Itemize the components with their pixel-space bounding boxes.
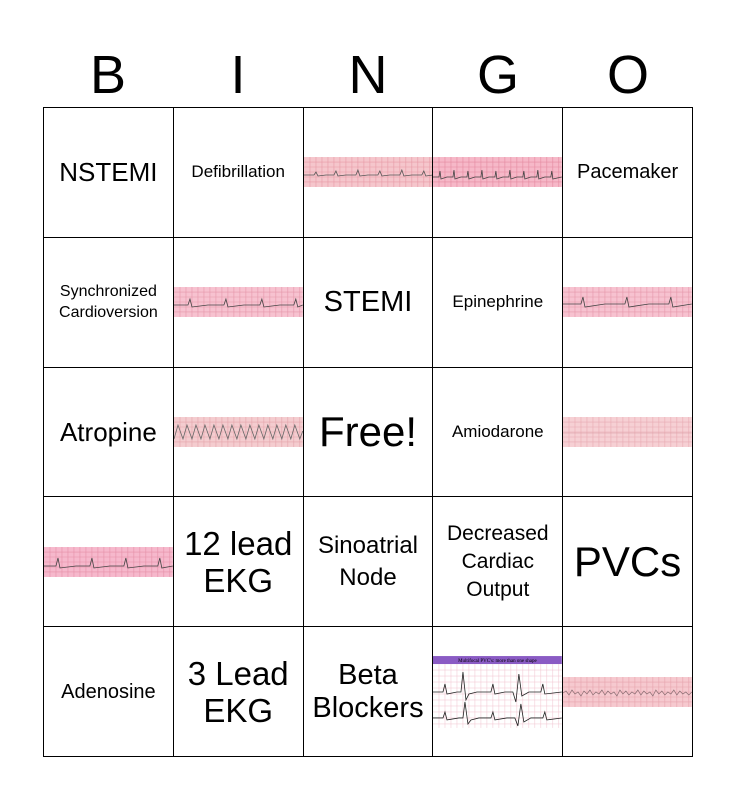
header-letter-n: N [348, 45, 388, 105]
cell-label: STEMI [323, 285, 413, 318]
ekg-strip-fine-image [304, 157, 433, 187]
bingo-cell[interactable] [44, 627, 174, 757]
bingo-cell[interactable] [174, 627, 304, 757]
header-letter-o: O [606, 45, 649, 105]
cell-label: PVCs [573, 537, 682, 585]
bingo-header [43, 42, 693, 112]
bingo-cell[interactable] [563, 108, 693, 238]
ekg-strip-sinus-image [563, 287, 692, 317]
cell-label: NSTEMI [59, 157, 158, 188]
bingo-cell[interactable] [563, 368, 693, 498]
bingo-cell[interactable] [304, 497, 434, 627]
bingo-cell[interactable] [304, 627, 434, 757]
bingo-cell[interactable] [44, 497, 174, 627]
bingo-cell[interactable] [44, 238, 174, 368]
ekg-caption: Multifocal PVC's: more than one shape [458, 658, 538, 664]
ekg-multifocal-pvcs-image [433, 656, 562, 728]
cell-label: Atropine [59, 416, 157, 447]
ekg-strip-flatline-image [563, 417, 692, 447]
ekg-strip-fib-image [563, 677, 692, 707]
ekg-strip-sinus-image [174, 287, 303, 317]
bingo-cell[interactable] [44, 108, 174, 238]
cell-label: Decreased Cardiac Output [447, 521, 549, 601]
bingo-cell[interactable] [433, 368, 563, 498]
cell-label: 12 lead EKG [184, 524, 293, 599]
cell-label: Beta Blockers [312, 658, 424, 724]
cell-label: 3 Lead EKG [187, 654, 289, 729]
cell-label: Synchronized Cardioversion [59, 283, 158, 322]
cell-label: Adenosine [61, 680, 156, 703]
header-letter-b: B [89, 45, 127, 105]
free-space-label: Free! [318, 407, 417, 455]
bingo-cell[interactable] [563, 238, 693, 368]
bingo-cell[interactable] [174, 497, 304, 627]
bingo-cell[interactable] [563, 627, 693, 757]
bingo-cell[interactable] [563, 497, 693, 627]
bingo-cell[interactable] [174, 238, 304, 368]
bingo-cell[interactable] [174, 368, 304, 498]
bingo-cell[interactable] [304, 368, 434, 498]
header-letter-i: I [230, 45, 246, 105]
bingo-cell[interactable] [433, 238, 563, 368]
header-letter-g: G [476, 45, 519, 105]
bingo-cell[interactable] [304, 108, 434, 238]
bingo-cell[interactable] [304, 238, 434, 368]
bingo-cell[interactable] [174, 108, 304, 238]
bingo-cell[interactable] [44, 368, 174, 498]
bingo-cell[interactable] [433, 627, 563, 757]
bingo-cell[interactable] [433, 497, 563, 627]
ekg-strip-vtach-image [174, 417, 303, 447]
cell-label: Defibrillation [191, 162, 285, 182]
cell-label: Sinoatrial Node [317, 531, 419, 591]
cell-label: Epinephrine [452, 292, 544, 312]
ekg-strip-sinus-image [44, 547, 173, 577]
bingo-cell[interactable] [433, 108, 563, 238]
cell-label: Amiodarone [451, 421, 544, 441]
bingo-grid [43, 107, 693, 757]
ekg-strip-tachy-image [433, 157, 562, 187]
cell-label: Pacemaker [577, 161, 679, 184]
